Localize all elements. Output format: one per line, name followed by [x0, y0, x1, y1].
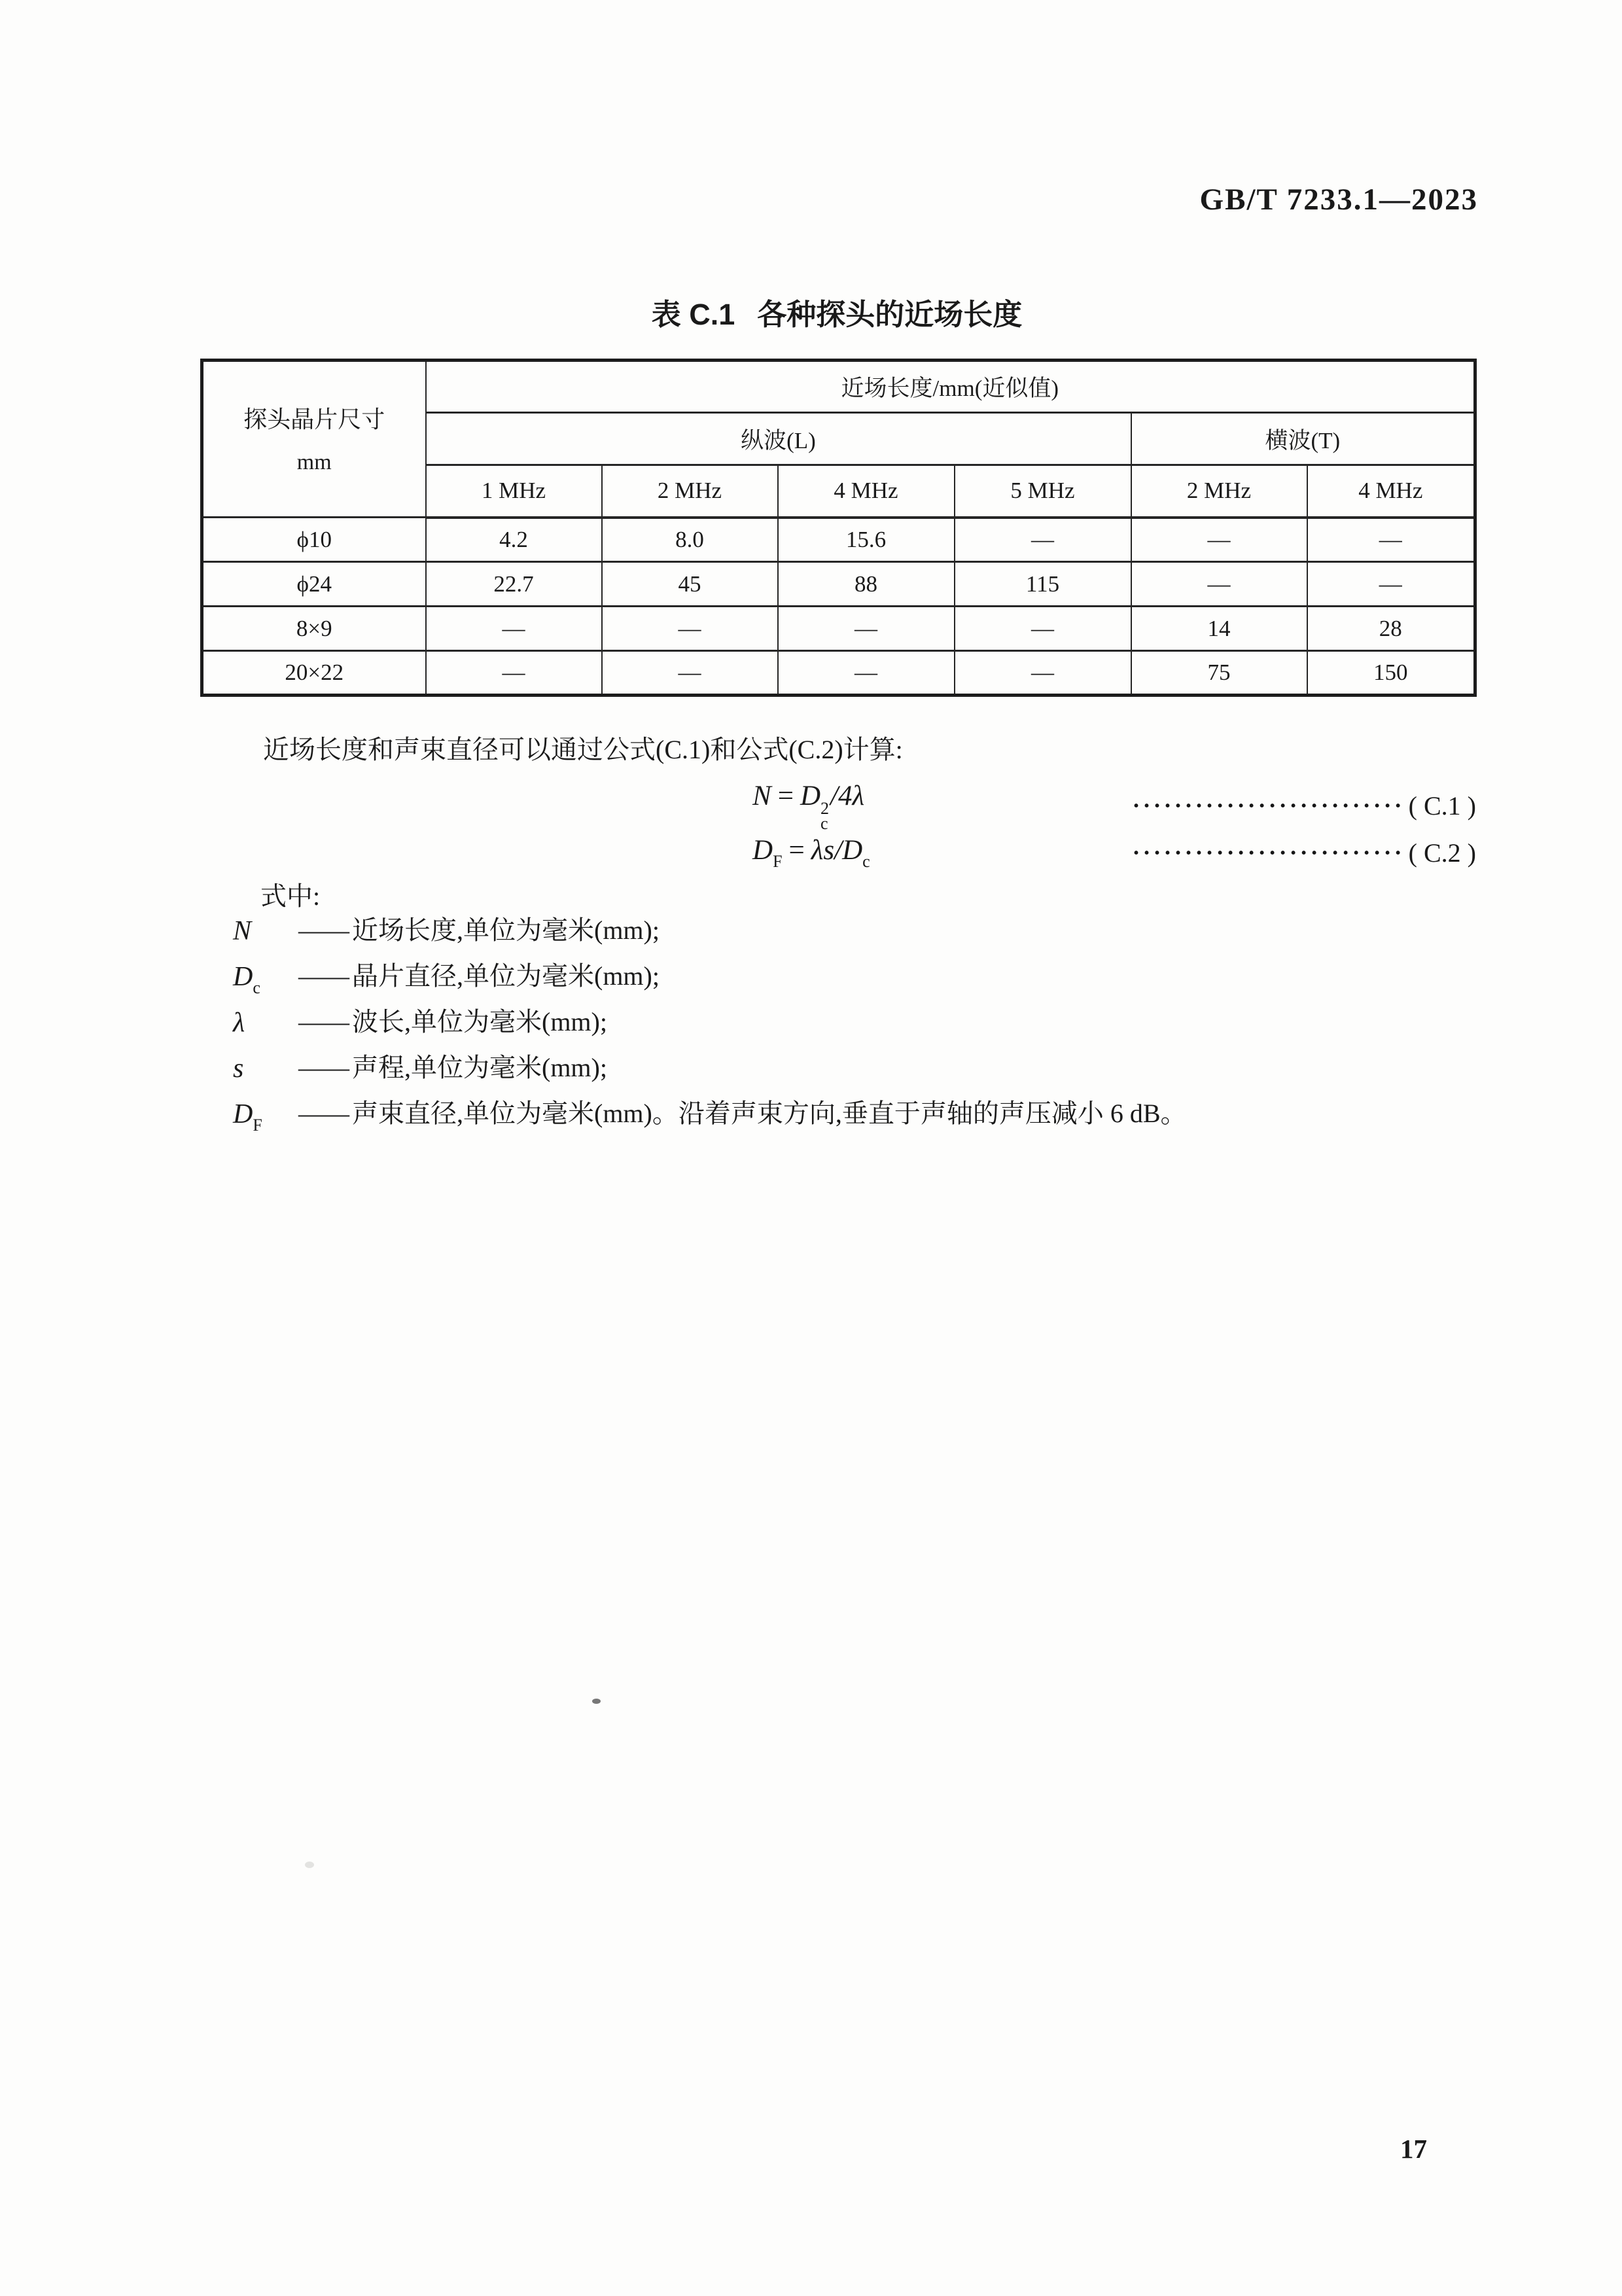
- formula-c2-row: [752, 832, 1476, 873]
- definition-text: 晶片直径,单位为毫米(mm);: [352, 961, 660, 991]
- dotted-leader-c1: [1133, 790, 1476, 821]
- page-number: 17: [1400, 2134, 1427, 2164]
- standard-number: GB/T 7233.1—2023: [1199, 183, 1478, 217]
- table-cell: 115: [955, 562, 1131, 607]
- table-cell: —: [1131, 562, 1307, 607]
- header-longitudinal-wave: 纵波(L): [426, 413, 1131, 465]
- formula-c2-lhs: D: [752, 834, 773, 866]
- definition-dash: ——: [298, 1053, 348, 1082]
- table-cell: —: [955, 518, 1131, 562]
- header-freq-l5: 5 MHz: [955, 465, 1131, 518]
- equation-label-c1: ( C.1 ): [1408, 790, 1476, 821]
- header-near-field-span: 近场长度/mm(近似值): [426, 361, 1475, 413]
- scan-speck: [592, 1699, 601, 1704]
- table-cell: 8.0: [602, 518, 778, 562]
- header-freq-l1: 1 MHz: [426, 465, 602, 518]
- table-cell: 45: [602, 562, 778, 607]
- table-row: [202, 651, 1475, 696]
- header-freq-t4: 4 MHz: [1307, 465, 1475, 518]
- table-cell: —: [1131, 518, 1307, 562]
- formula-c2-rhs: λs/D: [811, 834, 863, 866]
- table-cell: 75: [1131, 651, 1307, 696]
- table-cell: 14: [1131, 607, 1307, 651]
- header-probe-size-cell: [202, 361, 426, 518]
- definition-text: 波长,单位为毫米(mm);: [352, 1007, 607, 1036]
- table-cell: 22.7: [426, 562, 602, 607]
- formula-c1-base: D: [800, 780, 821, 811]
- formula-c2-rhs-sub: c: [862, 851, 870, 871]
- table-cell: 4.2: [426, 518, 602, 562]
- header-probe-size-unit: mm: [296, 450, 332, 474]
- formula-c1-sup: 2: [820, 798, 830, 818]
- leader-dots: ··························: [1132, 839, 1405, 866]
- symbol-dc: $D_c$: [233, 962, 260, 997]
- table-title-text: 各种探头的近场长度: [757, 298, 1023, 331]
- symbol-n: N: [233, 916, 252, 946]
- table-cell: —: [602, 651, 778, 696]
- definition-dash: ——: [298, 961, 348, 991]
- definition-dash: ——: [298, 915, 348, 945]
- table-cell: —: [602, 607, 778, 651]
- formula-c1-tail: /4λ: [830, 780, 865, 811]
- sup-sub-stack: [820, 798, 830, 833]
- formula-c2: [752, 834, 870, 872]
- definition-text: 声束直径,单位为毫米(mm)。沿着声束方向,垂直于声轴的声压减小 6 dB。: [352, 1099, 1187, 1128]
- intro-paragraph: 近场长度和声束直径可以通过公式(C.1)和公式(C.2)计算:: [263, 735, 903, 764]
- header-freq-l4: 4 MHz: [778, 465, 955, 518]
- table-cell: —: [778, 651, 955, 696]
- scan-speck: [305, 1862, 314, 1868]
- leader-dots: ··························: [1132, 792, 1405, 819]
- header-probe-size-label: 探头晶片尺寸: [243, 406, 385, 433]
- dotted-leader-c2: [1133, 838, 1476, 868]
- formula-c1: [752, 780, 864, 832]
- definition-row-dc: [233, 961, 1479, 1006]
- definition-row-n: [233, 915, 1479, 961]
- equals-sign: =: [777, 780, 794, 811]
- symbol-lambda: λ: [233, 1008, 245, 1038]
- definition-row-s: [233, 1052, 1479, 1098]
- header-freq-l2: 2 MHz: [602, 465, 778, 518]
- definitions-list: [233, 915, 1479, 1144]
- table-cell: —: [1307, 562, 1475, 607]
- row-size: ϕ10: [202, 518, 426, 562]
- definition-row-lambda: [233, 1006, 1479, 1052]
- formula-c1-sub: c: [820, 814, 828, 833]
- table-cell: 150: [1307, 651, 1475, 696]
- table-row: [202, 607, 1475, 651]
- row-size: 20×22: [202, 651, 426, 696]
- formula-c2-lhs-sub: F: [773, 851, 783, 871]
- header-transverse-wave: 横波(T): [1131, 413, 1475, 465]
- table-cell: 88: [778, 562, 955, 607]
- definition-text: 近场长度,单位为毫米(mm);: [352, 915, 660, 945]
- definition-row-df: [233, 1098, 1479, 1144]
- table-number-label: 表 C.1: [651, 298, 735, 331]
- table-cell: 28: [1307, 607, 1475, 651]
- table-row: [202, 518, 1475, 562]
- table-cell: 15.6: [778, 518, 955, 562]
- header-freq-t2: 2 MHz: [1131, 465, 1307, 518]
- formula-c1-lhs: N: [752, 780, 771, 811]
- definition-dash: ——: [298, 1099, 348, 1128]
- formula-c1-row: [752, 780, 1476, 833]
- symbol-df: $D_F$: [233, 1099, 262, 1135]
- symbol-s: s: [233, 1053, 244, 1084]
- table-cell: —: [1307, 518, 1475, 562]
- near-field-length-table: [200, 359, 1477, 697]
- table-cell: —: [426, 607, 602, 651]
- header-row-1: [202, 361, 1475, 413]
- table-cell: —: [778, 607, 955, 651]
- table-cell: —: [955, 607, 1131, 651]
- table-title: [200, 291, 1473, 333]
- table-cell: —: [426, 651, 602, 696]
- definition-text: 声程,单位为毫米(mm);: [352, 1053, 607, 1082]
- equation-label-c2: ( C.2 ): [1408, 838, 1476, 868]
- equals-sign: =: [788, 834, 805, 866]
- row-size: ϕ24: [202, 562, 426, 607]
- table-cell: —: [955, 651, 1131, 696]
- definition-dash: ——: [298, 1007, 348, 1036]
- table-row: [202, 562, 1475, 607]
- where-label: 式中:: [260, 881, 321, 911]
- row-size: 8×9: [202, 607, 426, 651]
